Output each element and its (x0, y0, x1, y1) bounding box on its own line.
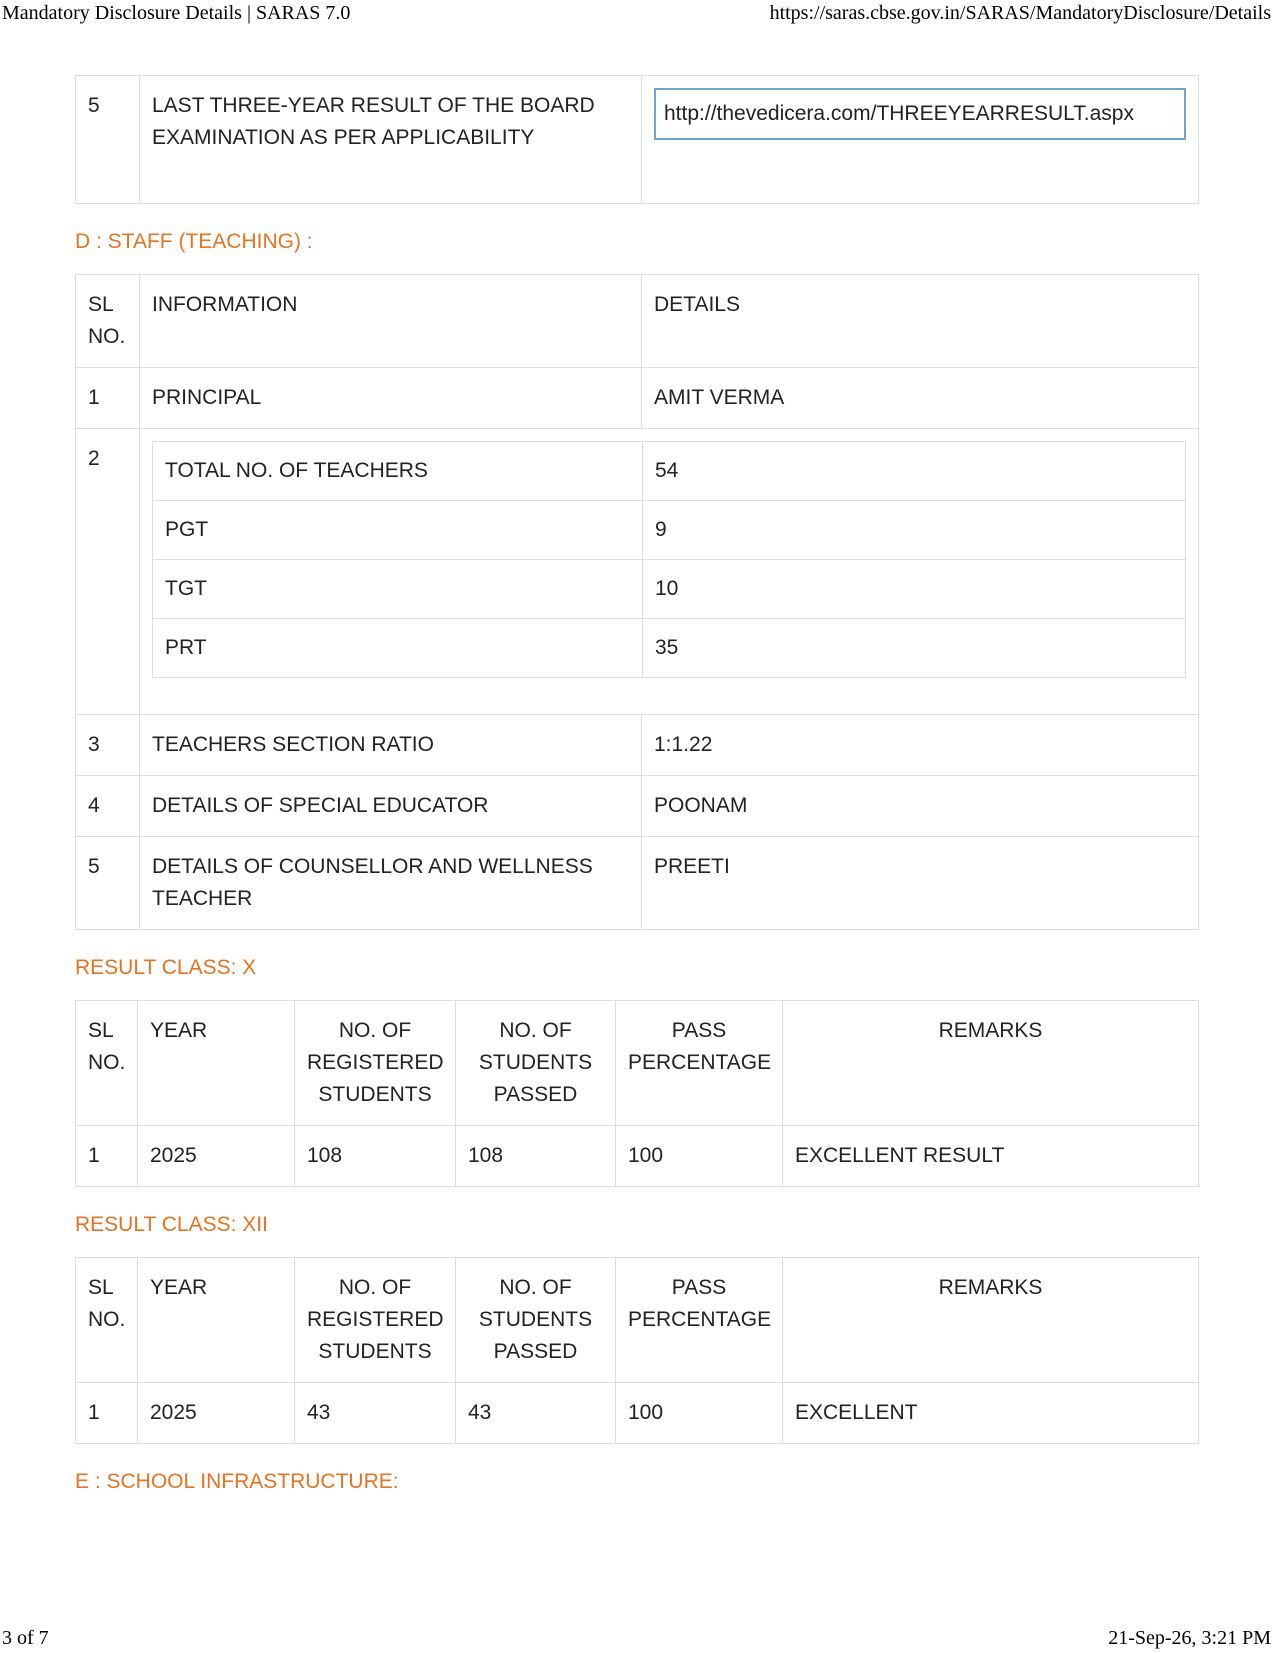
info-cell: PRINCIPAL (140, 368, 642, 429)
info-cell: DETAILS OF COUNSELLOR AND WELLNESS TEACHER (140, 837, 642, 930)
result-link-table (75, 75, 1199, 204)
info-cell: DETAILS OF SPECIAL EDUCATOR (140, 776, 642, 837)
sl-no-cell: 1 (76, 1383, 138, 1444)
year-cell: 2025 (138, 1126, 295, 1187)
details-cell: POONAM (642, 776, 1199, 837)
sl-no-cell: 5 (76, 76, 140, 204)
table-row (76, 837, 1199, 930)
sl-no-cell: 3 (76, 715, 140, 776)
header-passed: NO. OF STUDENTS PASSED (456, 1001, 616, 1126)
table-row (76, 1126, 1199, 1187)
sl-no-cell: 2 (76, 429, 140, 715)
table-row (153, 560, 1186, 619)
print-timestamp: 21-Sep-26, 3:21 PM (1108, 1627, 1271, 1649)
details-cell: PREETI (642, 837, 1199, 930)
page-url: https://saras.cbse.gov.in/SARAS/MandatoryDisclosure/Details (769, 2, 1271, 24)
header-sl-no: SL NO. (76, 1258, 138, 1383)
teachers-breakdown-table (152, 441, 1186, 678)
details-cell: 1:1.22 (642, 715, 1199, 776)
teachers-breakdown-cell (140, 429, 1199, 715)
result-x-table (75, 1000, 1199, 1187)
passed-cell: 108 (456, 1126, 616, 1187)
table-row (76, 1383, 1199, 1444)
section-title-staff: D : STAFF (TEACHING) : (75, 230, 313, 253)
header-sl-no: SL NO. (76, 275, 140, 368)
header-details: DETAILS (642, 275, 1199, 368)
header-pass-percentage: PASS PERCENTAGE (616, 1258, 783, 1383)
info-cell: TEACHERS SECTION RATIO (140, 715, 642, 776)
teacher-category-label: TGT (153, 560, 643, 619)
table-row (76, 429, 1199, 715)
header-pass-percentage: PASS PERCENTAGE (616, 1001, 783, 1126)
print-footer (0, 1625, 1275, 1653)
disclosure-content (75, 75, 1199, 1514)
table-row (153, 619, 1186, 678)
sl-no-cell: 1 (76, 368, 140, 429)
staff-table (75, 274, 1199, 930)
section-title-result-xii: RESULT CLASS: XII (75, 1213, 268, 1236)
teacher-category-value: 35 (643, 619, 1186, 678)
print-header (0, 0, 1275, 28)
details-cell: AMIT VERMA (642, 368, 1199, 429)
remarks-cell: EXCELLENT (783, 1383, 1199, 1444)
table-row (153, 501, 1186, 560)
table-row (76, 76, 1199, 204)
table-row (76, 715, 1199, 776)
section-title-result-x: RESULT CLASS: X (75, 956, 257, 979)
header-year: YEAR (138, 1258, 295, 1383)
info-cell: LAST THREE-YEAR RESULT OF THE BOARD EXAMINATION AS PER APPLICABILITY (140, 76, 642, 204)
header-year: YEAR (138, 1001, 295, 1126)
registered-cell: 108 (295, 1126, 456, 1187)
header-remarks: REMARKS (783, 1258, 1199, 1383)
table-row (76, 368, 1199, 429)
teacher-category-value: 10 (643, 560, 1186, 619)
header-remarks: REMARKS (783, 1001, 1199, 1126)
table-header-row (76, 1001, 1199, 1126)
header-passed: NO. OF STUDENTS PASSED (456, 1258, 616, 1383)
header-information: INFORMATION (140, 275, 642, 368)
sl-no-cell: 4 (76, 776, 140, 837)
header-sl-no: SL NO. (76, 1001, 138, 1126)
result-xii-table (75, 1257, 1199, 1444)
passed-cell: 43 (456, 1383, 616, 1444)
registered-cell: 43 (295, 1383, 456, 1444)
page-title: Mandatory Disclosure Details | SARAS 7.0 (2, 2, 351, 24)
teacher-category-value: 54 (643, 442, 1186, 501)
page-number: 3 of 7 (2, 1627, 49, 1649)
teacher-category-value: 9 (643, 501, 1186, 560)
table-header-row (76, 1258, 1199, 1383)
section-title-infrastructure: E : SCHOOL INFRASTRUCTURE: (75, 1470, 399, 1493)
year-cell: 2025 (138, 1383, 295, 1444)
pass-percentage-cell: 100 (616, 1383, 783, 1444)
teacher-category-label: PRT (153, 619, 643, 678)
remarks-cell: EXCELLENT RESULT (783, 1126, 1199, 1187)
result-link-field[interactable]: http://thevedicera.com/THREEYEARRESULT.aspx (654, 88, 1186, 140)
table-row (76, 776, 1199, 837)
header-registered: NO. OF REGISTERED STUDENTS (295, 1258, 456, 1383)
pass-percentage-cell: 100 (616, 1126, 783, 1187)
table-header-row (76, 275, 1199, 368)
teacher-category-label: TOTAL NO. OF TEACHERS (153, 442, 643, 501)
teacher-category-label: PGT (153, 501, 643, 560)
header-registered: NO. OF REGISTERED STUDENTS (295, 1001, 456, 1126)
details-cell (642, 76, 1199, 204)
sl-no-cell: 1 (76, 1126, 138, 1187)
table-row (153, 442, 1186, 501)
sl-no-cell: 5 (76, 837, 140, 930)
